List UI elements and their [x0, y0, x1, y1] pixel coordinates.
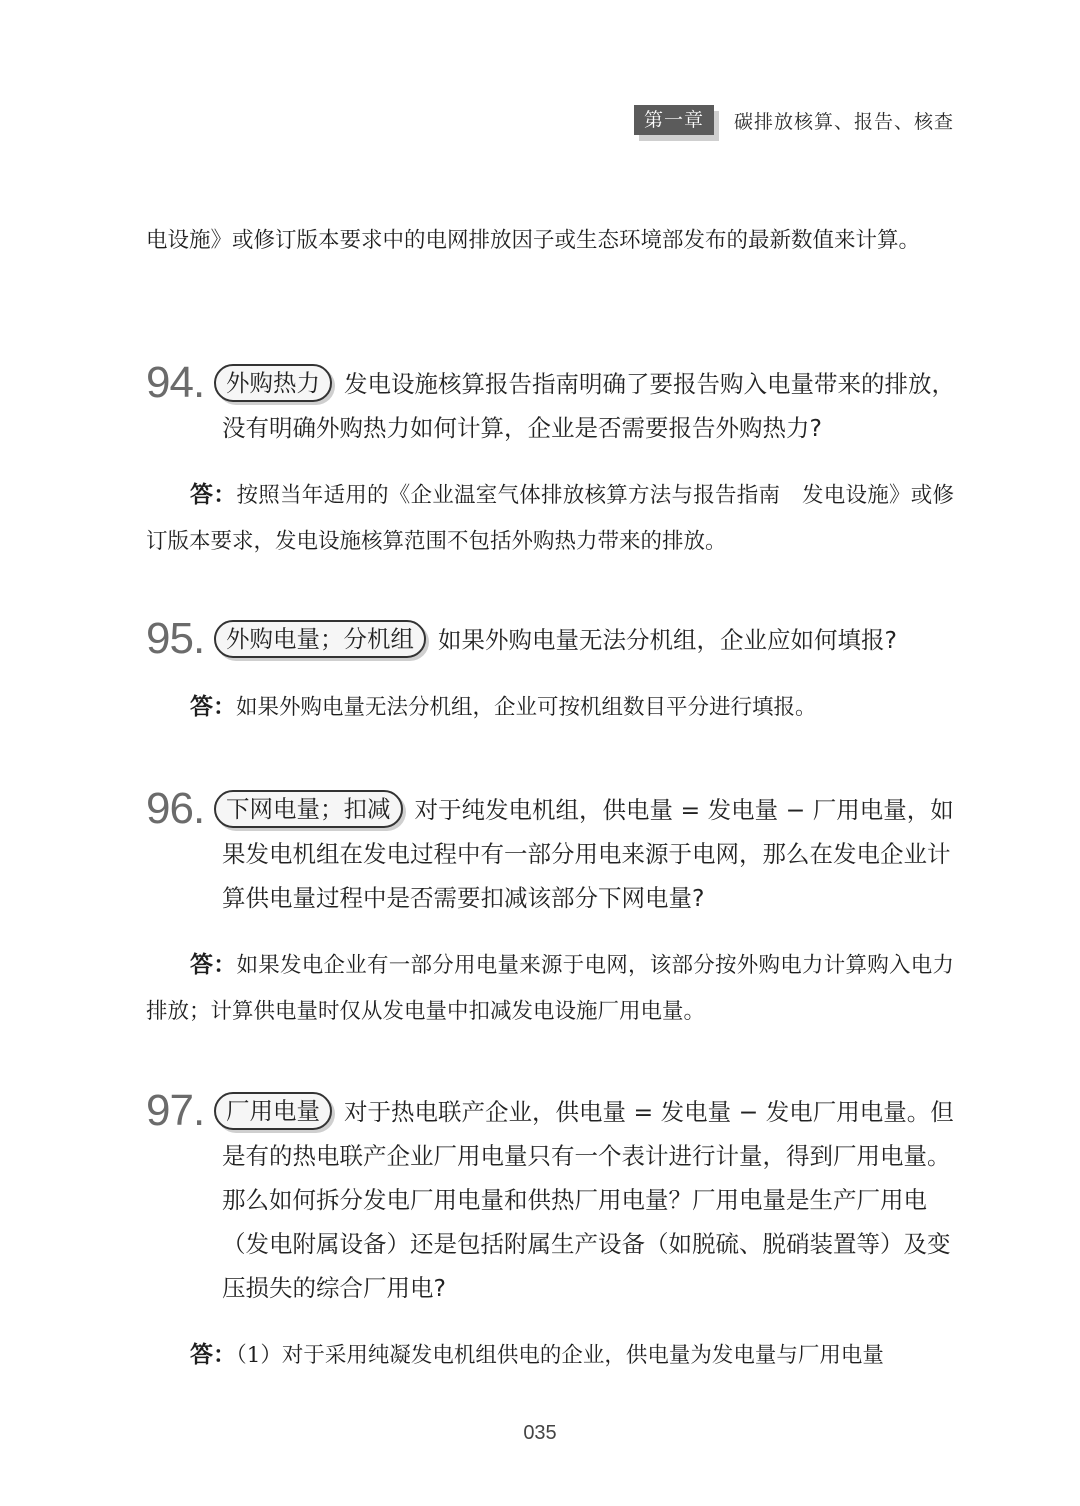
question-number: 96.: [146, 784, 205, 833]
answer-label: 答：: [190, 952, 237, 978]
answer-label: 答：: [190, 694, 236, 720]
keyword-tag: 外购热力: [214, 364, 332, 402]
question-text: 发电设施核算报告指南明确了要报告购入电量带来的排放，没有明确外购热力如何计算，企业是否需要报告外购热力?: [222, 370, 955, 442]
answer-97: [146, 1332, 954, 1379]
answer-text: （1）对于采用纯凝发电机组供电的企业，供电量为发电量与厂用电量: [236, 1343, 884, 1368]
answer-label: 答：: [190, 1342, 236, 1368]
chapter-title: 碳排放核算、报告、核查: [733, 110, 954, 133]
answer-94: [146, 472, 954, 565]
answer-96: [146, 942, 954, 1035]
answer-label: 答：: [190, 482, 237, 508]
answer-text: 如果外购电量无法分机组，企业可按机组数目平分进行填报。: [236, 695, 817, 720]
question-number: 97.: [146, 1086, 205, 1135]
keyword-tag: 厂用电量: [214, 1092, 332, 1130]
running-header: [634, 102, 954, 138]
question-96: [146, 784, 956, 920]
question-97: [146, 1086, 956, 1310]
question-text: 对于热电联产企业，供电量 = 发电量 − 发电厂用电量。但是有的热电联产企业厂用电量只有一个表计进行计量，得到厂用电量。那么如何拆分发电厂用电量和供热厂用电量？厂用电量是生产厂用电（发电附属设备）还是包括附属生产设备（如脱硫、脱硝装置等）及变压损失的综合厂用电?: [222, 1098, 954, 1302]
question-number: 95.: [146, 614, 205, 663]
answer-text: 如果发电企业有一部分用电量来源于电网，该部分按外购电力计算购入电力排放；计算供电量时仅从发电量中扣减发电设施厂用电量。: [146, 953, 954, 1024]
answer-text: 按照当年适用的《企业温室气体排放核算方法与报告指南 发电设施》或修订版本要求，发电设施核算范围不包括外购热力带来的排放。: [146, 483, 954, 554]
question-text: 如果外购电量无法分机组，企业应如何填报?: [438, 626, 897, 654]
chapter-badge: 第一章: [634, 105, 714, 135]
page-number: 035: [523, 1422, 557, 1444]
question-number: 94.: [146, 358, 205, 407]
intro-paragraph: 电设施》或修订版本要求中的电网排放因子或生态环境部发布的最新数值来计算。: [146, 228, 921, 253]
keyword-tag: 外购电量；分机组: [214, 620, 426, 658]
answer-95: [146, 684, 954, 731]
question-text: 对于纯发电机组，供电量 = 发电量 − 厂用电量，如果发电机组在发电过程中有一部分用电来源于电网，那么在发电企业计算供电量过程中是否需要扣减该部分下网电量?: [222, 796, 954, 912]
keyword-tag: 下网电量；扣减: [214, 790, 403, 828]
question-95: [146, 614, 956, 663]
question-94: [146, 358, 956, 450]
